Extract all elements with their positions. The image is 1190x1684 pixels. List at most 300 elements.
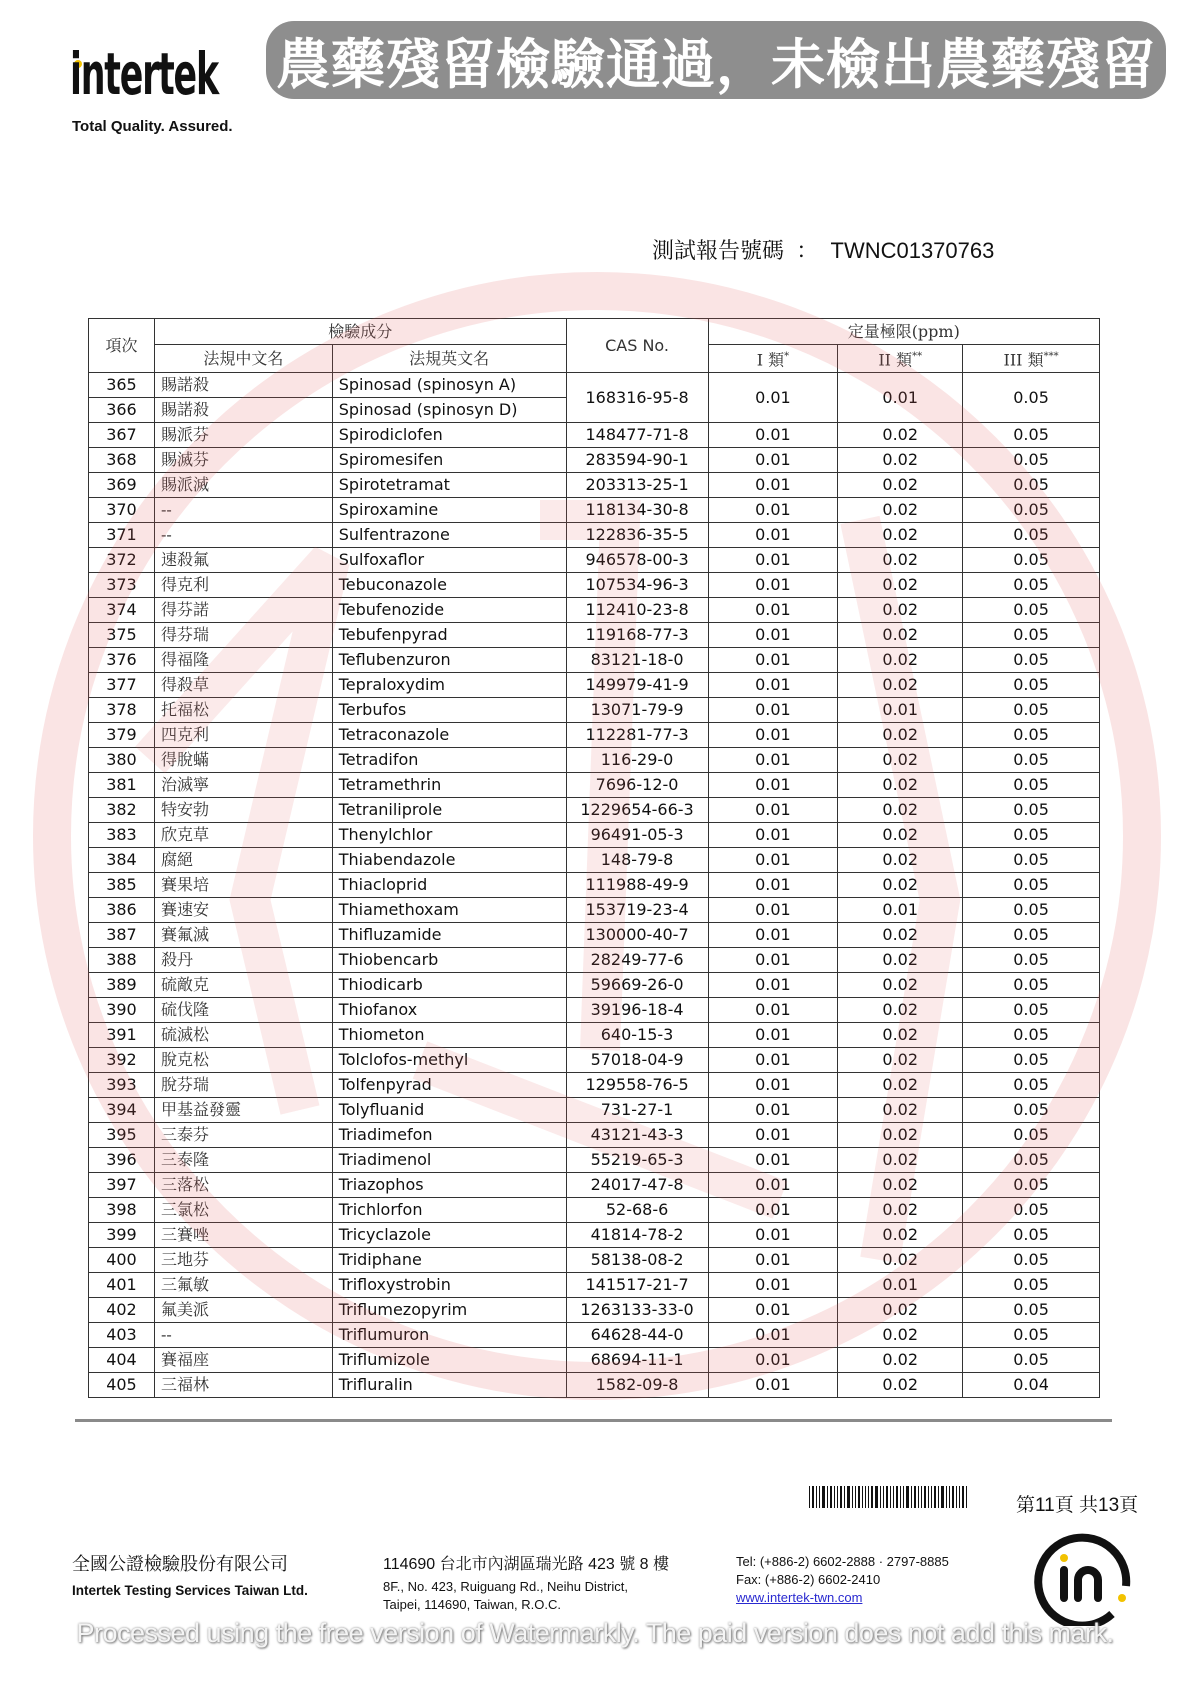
item-number: 365 bbox=[89, 373, 155, 398]
limit-class-3: 0.05 bbox=[963, 1323, 1100, 1348]
limit-class-3: 0.05 bbox=[963, 1173, 1100, 1198]
table-row bbox=[89, 573, 1100, 598]
chinese-name: 得克利 bbox=[154, 573, 332, 598]
limit-class-1: 0.01 bbox=[708, 623, 838, 648]
table-body bbox=[89, 373, 1100, 1398]
limit-class-1: 0.01 bbox=[708, 498, 838, 523]
chinese-name: 硫滅松 bbox=[154, 1023, 332, 1048]
limit-class-1: 0.01 bbox=[708, 773, 838, 798]
english-name: Thiamethoxam bbox=[332, 898, 566, 923]
table-row bbox=[89, 448, 1100, 473]
barcode-bar bbox=[855, 1486, 856, 1508]
barcode-bar bbox=[865, 1486, 866, 1508]
cas-number: 107534-96-3 bbox=[566, 573, 708, 598]
barcode-bar bbox=[934, 1486, 936, 1508]
table-row bbox=[89, 1198, 1100, 1223]
english-name: Triflumizole bbox=[332, 1348, 566, 1373]
cas-number: 7696-12-0 bbox=[566, 773, 708, 798]
phone: Tel: (+886-2) 6602-2888 · 2797-8885 bbox=[736, 1554, 949, 1569]
item-number: 377 bbox=[89, 673, 155, 698]
class-1-footnote: * bbox=[784, 351, 790, 362]
item-number: 370 bbox=[89, 498, 155, 523]
limit-class-3: 0.05 bbox=[963, 548, 1100, 573]
item-number: 385 bbox=[89, 873, 155, 898]
item-number: 400 bbox=[89, 1248, 155, 1273]
class-2-label: II 類 bbox=[878, 350, 913, 370]
class-1-label: I 類 bbox=[756, 350, 785, 370]
table-row bbox=[89, 723, 1100, 748]
barcode-bar bbox=[956, 1486, 957, 1508]
chinese-name: 賜派滅 bbox=[154, 473, 332, 498]
barcode-bar bbox=[928, 1486, 929, 1508]
limit-class-1: 0.01 bbox=[708, 973, 838, 998]
limit-class-1: 0.01 bbox=[708, 423, 838, 448]
barcode-bar bbox=[871, 1486, 873, 1508]
limit-class-2: 0.02 bbox=[838, 723, 963, 748]
table-row bbox=[89, 923, 1100, 948]
limit-class-1: 0.01 bbox=[708, 998, 838, 1023]
chinese-name: 賜派芬 bbox=[154, 423, 332, 448]
english-name: Tebufenpyrad bbox=[332, 623, 566, 648]
barcode-bar bbox=[809, 1486, 810, 1508]
barcode-bar bbox=[830, 1486, 832, 1508]
english-name: Thenylchlor bbox=[332, 823, 566, 848]
item-number: 376 bbox=[89, 648, 155, 673]
table-row bbox=[89, 523, 1100, 548]
chinese-name: 得脫蟎 bbox=[154, 748, 332, 773]
limit-class-1: 0.01 bbox=[708, 648, 838, 673]
chinese-name: 賽氟滅 bbox=[154, 923, 332, 948]
cas-number: 52-68-6 bbox=[566, 1198, 708, 1223]
cas-number: 1582-09-8 bbox=[566, 1373, 708, 1398]
item-number: 390 bbox=[89, 998, 155, 1023]
limit-class-2: 0.02 bbox=[838, 1098, 963, 1123]
chinese-name: 三泰隆 bbox=[154, 1148, 332, 1173]
chinese-name: 四克利 bbox=[154, 723, 332, 748]
item-number: 391 bbox=[89, 1023, 155, 1048]
website-link[interactable]: www.intertek-twn.com bbox=[736, 1590, 863, 1605]
chinese-name: 甲基益發靈 bbox=[154, 1098, 332, 1123]
limit-class-1: 0.01 bbox=[708, 923, 838, 948]
item-number: 371 bbox=[89, 523, 155, 548]
english-name: Tolyfluanid bbox=[332, 1098, 566, 1123]
report-separator: ： bbox=[796, 238, 819, 263]
barcode-bar bbox=[966, 1486, 967, 1508]
table-row bbox=[89, 798, 1100, 823]
limit-class-1: 0.01 bbox=[708, 1173, 838, 1198]
limit-class-3: 0.05 bbox=[963, 623, 1100, 648]
limit-class-3: 0.05 bbox=[963, 1248, 1100, 1273]
barcode-bar bbox=[924, 1486, 926, 1508]
english-name: Triflumuron bbox=[332, 1323, 566, 1348]
item-number: 368 bbox=[89, 448, 155, 473]
header-class-2 bbox=[838, 345, 963, 373]
item-number: 367 bbox=[89, 423, 155, 448]
limit-class-3: 0.05 bbox=[963, 1123, 1100, 1148]
limit-class-2: 0.01 bbox=[838, 1273, 963, 1298]
item-number: 378 bbox=[89, 698, 155, 723]
barcode-bar bbox=[880, 1486, 881, 1508]
limit-class-3: 0.05 bbox=[963, 1048, 1100, 1073]
limit-class-3: 0.05 bbox=[963, 1348, 1100, 1373]
cas-number: 168316-95-8 bbox=[566, 373, 708, 423]
cas-number: 24017-47-8 bbox=[566, 1173, 708, 1198]
cas-number: 203313-25-1 bbox=[566, 473, 708, 498]
limit-class-1: 0.01 bbox=[708, 898, 838, 923]
limit-class-2: 0.01 bbox=[838, 898, 963, 923]
chinese-name: 得芬諾 bbox=[154, 598, 332, 623]
english-name: Spirotetramat bbox=[332, 473, 566, 498]
cas-number: 57018-04-9 bbox=[566, 1048, 708, 1073]
item-number: 394 bbox=[89, 1098, 155, 1123]
limit-class-1: 0.01 bbox=[708, 1273, 838, 1298]
cas-number: 58138-08-2 bbox=[566, 1248, 708, 1273]
english-name: Thiacloprid bbox=[332, 873, 566, 898]
table-row bbox=[89, 1173, 1100, 1198]
item-number: 402 bbox=[89, 1298, 155, 1323]
item-number: 404 bbox=[89, 1348, 155, 1373]
chinese-name: 賽速安 bbox=[154, 898, 332, 923]
item-number: 393 bbox=[89, 1073, 155, 1098]
barcode-bar bbox=[900, 1486, 901, 1508]
table-row bbox=[89, 1223, 1100, 1248]
chinese-name: 托福松 bbox=[154, 698, 332, 723]
item-number: 388 bbox=[89, 948, 155, 973]
cas-number: 64628-44-0 bbox=[566, 1323, 708, 1348]
english-name: Terbufos bbox=[332, 698, 566, 723]
table-row bbox=[89, 1273, 1100, 1298]
item-number: 397 bbox=[89, 1173, 155, 1198]
english-name: Tolclofos-methyl bbox=[332, 1048, 566, 1073]
barcode-bar bbox=[903, 1486, 904, 1508]
limit-class-2: 0.02 bbox=[838, 548, 963, 573]
limit-class-1: 0.01 bbox=[708, 723, 838, 748]
barcode-bar bbox=[840, 1486, 842, 1508]
barcode-bar bbox=[875, 1486, 878, 1508]
result-banner: 農藥殘留檢驗通過，未檢出農藥殘留 bbox=[266, 21, 1166, 99]
limit-class-2: 0.02 bbox=[838, 998, 963, 1023]
chinese-name: 賽果培 bbox=[154, 873, 332, 898]
cas-number: 1263133-33-0 bbox=[566, 1298, 708, 1323]
barcode-bar bbox=[858, 1486, 860, 1508]
limit-class-2: 0.02 bbox=[838, 773, 963, 798]
limit-class-2: 0.02 bbox=[838, 673, 963, 698]
barcode-bar bbox=[847, 1486, 850, 1508]
limit-class-2: 0.02 bbox=[838, 748, 963, 773]
chinese-name: 賜滅芬 bbox=[154, 448, 332, 473]
cas-number: 119168-77-3 bbox=[566, 623, 708, 648]
limit-class-3: 0.05 bbox=[963, 573, 1100, 598]
limit-class-3: 0.05 bbox=[963, 798, 1100, 823]
limit-class-3: 0.05 bbox=[963, 1148, 1100, 1173]
chinese-name: 特安勃 bbox=[154, 798, 332, 823]
table-row bbox=[89, 1373, 1100, 1398]
table-row bbox=[89, 1148, 1100, 1173]
limit-class-2: 0.02 bbox=[838, 1148, 963, 1173]
english-name: Spinosad (spinosyn A) bbox=[332, 373, 566, 398]
limit-class-3: 0.05 bbox=[963, 448, 1100, 473]
barcode-bar bbox=[931, 1486, 932, 1508]
cas-number: 112410-23-8 bbox=[566, 598, 708, 623]
limit-class-1: 0.01 bbox=[708, 548, 838, 573]
cas-number: 41814-78-2 bbox=[566, 1223, 708, 1248]
cas-number: 149979-41-9 bbox=[566, 673, 708, 698]
table-row bbox=[89, 948, 1100, 973]
chinese-name: 脫芬瑞 bbox=[154, 1073, 332, 1098]
item-number: 386 bbox=[89, 898, 155, 923]
limit-class-1: 0.01 bbox=[708, 1298, 838, 1323]
intertek-logo bbox=[70, 40, 260, 112]
table-row bbox=[89, 1048, 1100, 1073]
english-name: Spiroxamine bbox=[332, 498, 566, 523]
report-number bbox=[652, 234, 994, 265]
intertek-in-logo-icon bbox=[1034, 1526, 1134, 1626]
class-3-label: III 類 bbox=[1003, 350, 1044, 370]
divider bbox=[75, 1419, 1112, 1422]
chinese-name: 三地芬 bbox=[154, 1248, 332, 1273]
table-row bbox=[89, 648, 1100, 673]
limit-class-3: 0.05 bbox=[963, 773, 1100, 798]
limit-class-2: 0.02 bbox=[838, 1223, 963, 1248]
item-number: 373 bbox=[89, 573, 155, 598]
limit-class-3: 0.05 bbox=[963, 373, 1100, 423]
address bbox=[383, 1556, 669, 1614]
chinese-name: 氟美派 bbox=[154, 1298, 332, 1323]
table-row bbox=[89, 598, 1100, 623]
limit-class-3: 0.05 bbox=[963, 648, 1100, 673]
limit-class-2: 0.02 bbox=[838, 1298, 963, 1323]
table-row bbox=[89, 1023, 1100, 1048]
limit-class-1: 0.01 bbox=[708, 1348, 838, 1373]
table-row bbox=[89, 998, 1100, 1023]
chinese-name: 得芬瑞 bbox=[154, 623, 332, 648]
limit-class-3: 0.05 bbox=[963, 523, 1100, 548]
limit-class-1: 0.01 bbox=[708, 1023, 838, 1048]
limit-class-1: 0.01 bbox=[708, 748, 838, 773]
barcode-bar bbox=[938, 1486, 939, 1508]
company-name-en: Intertek Testing Services Taiwan Ltd. bbox=[72, 1583, 308, 1598]
english-name: Triazophos bbox=[332, 1173, 566, 1198]
table-row bbox=[89, 698, 1100, 723]
table-row bbox=[89, 1248, 1100, 1273]
english-name: Triadimefon bbox=[332, 1123, 566, 1148]
limit-class-3: 0.05 bbox=[963, 998, 1100, 1023]
address-zh: 114690 台北市內湖區瑞光路 423 號 8 樓 bbox=[383, 1556, 670, 1573]
cas-number: 283594-90-1 bbox=[566, 448, 708, 473]
barcode-bar bbox=[852, 1486, 853, 1508]
table-row bbox=[89, 748, 1100, 773]
limit-class-1: 0.01 bbox=[708, 1098, 838, 1123]
english-name: Tricyclazole bbox=[332, 1223, 566, 1248]
limit-class-1: 0.01 bbox=[708, 573, 838, 598]
item-number: 392 bbox=[89, 1048, 155, 1073]
limit-class-1: 0.01 bbox=[708, 1123, 838, 1148]
limit-class-2: 0.02 bbox=[838, 823, 963, 848]
limit-class-3: 0.05 bbox=[963, 498, 1100, 523]
english-name: Tetraconazole bbox=[332, 723, 566, 748]
class-2-footnote: ** bbox=[912, 351, 923, 362]
english-name: Sulfoxaflor bbox=[332, 548, 566, 573]
header-component: 檢驗成分 bbox=[154, 319, 566, 345]
page-number: 第11頁 共13頁 bbox=[1016, 1495, 1139, 1516]
limit-class-2: 0.02 bbox=[838, 523, 963, 548]
limit-class-2: 0.02 bbox=[838, 1198, 963, 1223]
header-en-name: 法規英文名 bbox=[332, 345, 566, 373]
cas-number: 122836-35-5 bbox=[566, 523, 708, 548]
chinese-name: 賜諾殺 bbox=[154, 398, 332, 423]
limit-class-2: 0.02 bbox=[838, 423, 963, 448]
table-row bbox=[89, 873, 1100, 898]
limit-class-2: 0.02 bbox=[838, 873, 963, 898]
cas-number: 43121-43-3 bbox=[566, 1123, 708, 1148]
company-name-zh: 全國公證檢驗股份有限公司 bbox=[72, 1554, 288, 1574]
barcode-bar bbox=[812, 1486, 814, 1508]
cas-number: 731-27-1 bbox=[566, 1098, 708, 1123]
limit-class-2: 0.02 bbox=[838, 1173, 963, 1198]
limit-class-2: 0.02 bbox=[838, 1048, 963, 1073]
chinese-name: 殺丹 bbox=[154, 948, 332, 973]
item-number: 366 bbox=[89, 398, 155, 423]
english-name: Spinosad (spinosyn D) bbox=[332, 398, 566, 423]
pesticide-limits-table bbox=[88, 318, 1100, 1398]
chinese-name: 三賽唑 bbox=[154, 1223, 332, 1248]
cas-number: 946578-00-3 bbox=[566, 548, 708, 573]
header-class-3 bbox=[963, 345, 1100, 373]
item-number: 372 bbox=[89, 548, 155, 573]
item-number: 405 bbox=[89, 1373, 155, 1398]
limit-class-2: 0.02 bbox=[838, 648, 963, 673]
limit-class-2: 0.02 bbox=[838, 1023, 963, 1048]
table-row bbox=[89, 848, 1100, 873]
english-name: Tebufenozide bbox=[332, 598, 566, 623]
limit-class-3: 0.05 bbox=[963, 873, 1100, 898]
item-number: 398 bbox=[89, 1198, 155, 1223]
barcode-bar bbox=[959, 1486, 960, 1508]
limit-class-2: 0.02 bbox=[838, 448, 963, 473]
chinese-name: 得殺草 bbox=[154, 673, 332, 698]
item-number: 375 bbox=[89, 623, 155, 648]
limit-class-3: 0.05 bbox=[963, 973, 1100, 998]
limit-class-1: 0.01 bbox=[708, 873, 838, 898]
limit-class-2: 0.01 bbox=[838, 698, 963, 723]
cas-number: 83121-18-0 bbox=[566, 648, 708, 673]
limit-class-3: 0.05 bbox=[963, 748, 1100, 773]
chinese-name: 三泰芬 bbox=[154, 1123, 332, 1148]
english-name: Thiabendazole bbox=[332, 848, 566, 873]
limit-class-1: 0.01 bbox=[708, 598, 838, 623]
chinese-name: 三氟敏 bbox=[154, 1273, 332, 1298]
barcode-bar bbox=[911, 1486, 912, 1508]
limit-class-2: 0.02 bbox=[838, 948, 963, 973]
item-number: 381 bbox=[89, 773, 155, 798]
cas-number: 1229654-66-3 bbox=[566, 798, 708, 823]
barcode-bar bbox=[921, 1486, 922, 1508]
barcode-bar bbox=[946, 1486, 947, 1508]
chinese-name: -- bbox=[154, 498, 332, 523]
limit-class-2: 0.01 bbox=[838, 373, 963, 423]
barcode-bar bbox=[962, 1486, 964, 1508]
limit-class-2: 0.02 bbox=[838, 1323, 963, 1348]
limit-class-1: 0.01 bbox=[708, 1248, 838, 1273]
limit-class-3: 0.05 bbox=[963, 1273, 1100, 1298]
header-cas: CAS No. bbox=[566, 319, 708, 373]
cas-number: 141517-21-7 bbox=[566, 1273, 708, 1298]
barcode-bar bbox=[906, 1486, 909, 1508]
chinese-name: 三氯松 bbox=[154, 1198, 332, 1223]
item-number: 396 bbox=[89, 1148, 155, 1173]
table-row bbox=[89, 1098, 1100, 1123]
cas-number: 129558-76-5 bbox=[566, 1073, 708, 1098]
cas-number: 116-29-0 bbox=[566, 748, 708, 773]
cas-number: 39196-18-4 bbox=[566, 998, 708, 1023]
barcode-bar bbox=[844, 1486, 845, 1508]
item-number: 403 bbox=[89, 1323, 155, 1348]
chinese-name: 賜諾殺 bbox=[154, 373, 332, 398]
chinese-name: 賽福座 bbox=[154, 1348, 332, 1373]
limit-class-1: 0.01 bbox=[708, 823, 838, 848]
barcode-bar bbox=[918, 1486, 919, 1508]
limit-class-1: 0.01 bbox=[708, 1223, 838, 1248]
chinese-name: -- bbox=[154, 1323, 332, 1348]
limit-class-3: 0.05 bbox=[963, 598, 1100, 623]
limit-class-1: 0.01 bbox=[708, 698, 838, 723]
barcode-bar bbox=[827, 1486, 828, 1508]
barcode-bar bbox=[834, 1486, 835, 1508]
english-name: Tolfenpyrad bbox=[332, 1073, 566, 1098]
table-row bbox=[89, 623, 1100, 648]
cas-number: 153719-23-4 bbox=[566, 898, 708, 923]
header-item: 項次 bbox=[89, 319, 155, 373]
item-number: 395 bbox=[89, 1123, 155, 1148]
chinese-name: -- bbox=[154, 523, 332, 548]
cas-number: 118134-30-8 bbox=[566, 498, 708, 523]
table-row bbox=[89, 1123, 1100, 1148]
english-name: Sulfentrazone bbox=[332, 523, 566, 548]
limit-class-3: 0.05 bbox=[963, 1298, 1100, 1323]
barcode-bar bbox=[914, 1486, 916, 1508]
fax: Fax: (+886-2) 6602-2410 bbox=[736, 1572, 881, 1587]
barcode-bar bbox=[886, 1486, 888, 1508]
header-limit: 定量極限(ppm) bbox=[708, 319, 1099, 345]
barcode-bar bbox=[822, 1486, 825, 1508]
item-number: 374 bbox=[89, 598, 155, 623]
table-row bbox=[89, 548, 1100, 573]
address-en-line1: 8F., No. 423, Ruiguang Rd., Neihu District, bbox=[383, 1579, 628, 1594]
table-row bbox=[89, 1348, 1100, 1373]
table-row bbox=[89, 373, 1100, 398]
item-number: 384 bbox=[89, 848, 155, 873]
limit-class-3: 0.05 bbox=[963, 898, 1100, 923]
limit-class-1: 0.01 bbox=[708, 948, 838, 973]
chinese-name: 三福林 bbox=[154, 1373, 332, 1398]
item-number: 383 bbox=[89, 823, 155, 848]
chinese-name: 速殺氟 bbox=[154, 548, 332, 573]
limit-class-3: 0.05 bbox=[963, 1023, 1100, 1048]
limit-class-3: 0.05 bbox=[963, 698, 1100, 723]
limit-class-1: 0.01 bbox=[708, 1323, 838, 1348]
class-3-footnote: *** bbox=[1043, 351, 1059, 362]
cas-number: 148-79-8 bbox=[566, 848, 708, 873]
limit-class-2: 0.02 bbox=[838, 598, 963, 623]
cas-number: 59669-26-0 bbox=[566, 973, 708, 998]
english-name: Thiofanox bbox=[332, 998, 566, 1023]
limit-class-1: 0.01 bbox=[708, 798, 838, 823]
english-name: Tetradifon bbox=[332, 748, 566, 773]
cas-number: 68694-11-1 bbox=[566, 1348, 708, 1373]
limit-class-1: 0.01 bbox=[708, 1373, 838, 1398]
cas-number: 13071-79-9 bbox=[566, 698, 708, 723]
barcode-bar bbox=[816, 1486, 817, 1508]
